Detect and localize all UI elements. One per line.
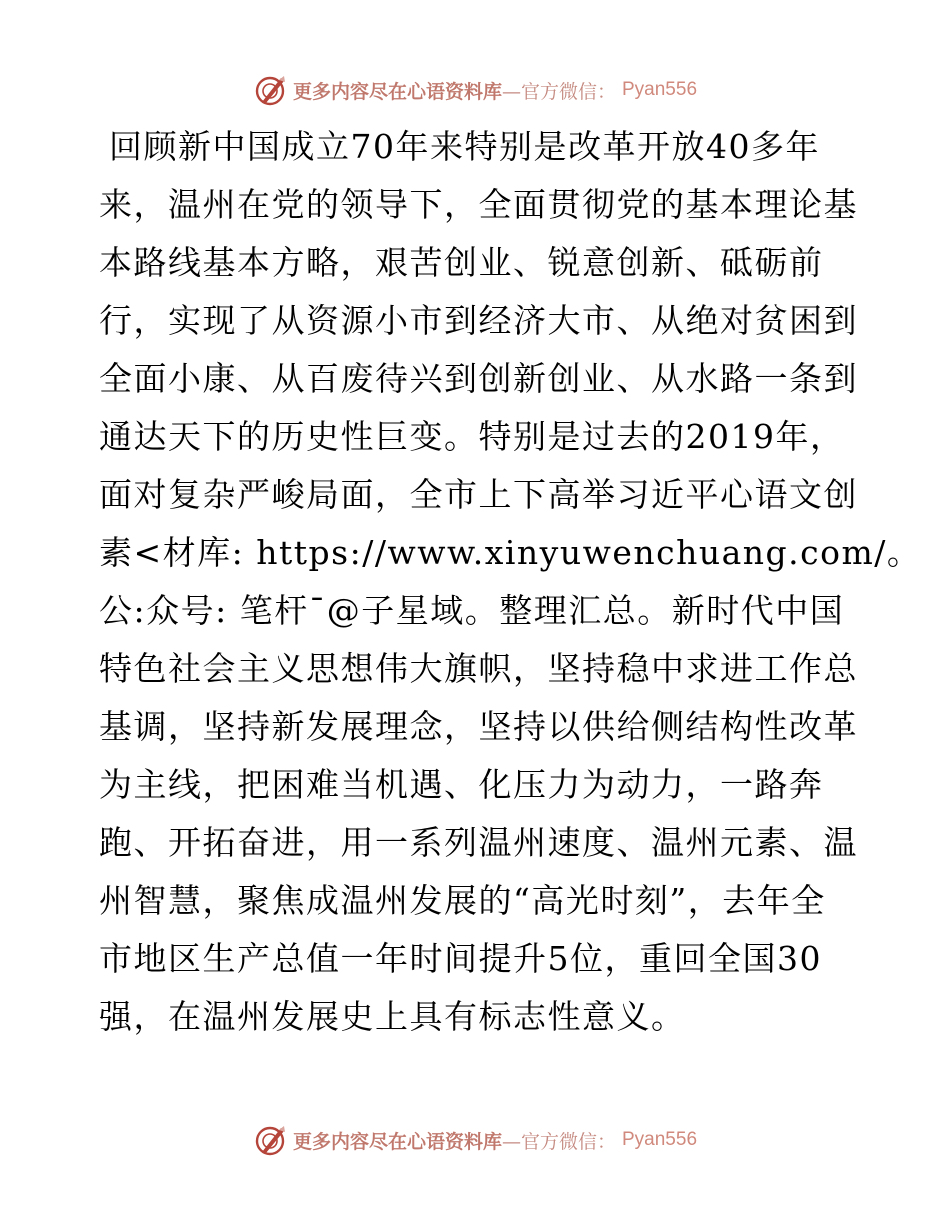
body-paragraph: [99, 118, 922, 1046]
text-line: 州智慧，聚焦成温州发展的“高光时刻”，去年全: [99, 881, 826, 920]
text-line: 行，实现了从资源小市到经济大市、从绝对贫困到: [99, 301, 858, 340]
text-line: 素<材库: https://www.xinyuwenchuang.com/。: [99, 533, 922, 572]
footer-watermark: [0, 1122, 950, 1158]
text-line: 通达天下的历史性巨变。特别是过去的2019年，: [99, 417, 845, 456]
text-line: 基调，坚持新发展理念，坚持以供给侧结构性改革: [99, 707, 858, 746]
watermark-contact-id: Pyan556: [622, 79, 698, 100]
watermark-brand-text: 更多内容尽在心语资料库—官方微信：: [292, 1130, 616, 1153]
text-line: 回顾新中国成立70年来特别是改革开放40多年: [109, 127, 820, 166]
text-line: 特色社会主义思想伟大旗帜，坚持稳中求进工作总: [99, 649, 858, 688]
text-line: 面对复杂严峻局面，全市上下高举习近平心语文创: [99, 475, 858, 514]
header-watermark: [0, 72, 950, 108]
text-line: 全面小康、从百废待兴到创新创业、从水路一条到: [99, 359, 858, 398]
text-line: 来，温州在党的领导下，全面贯彻党的基本理论基: [99, 185, 858, 224]
quill-pen-logo-icon: [253, 1123, 287, 1157]
text-line: 跑、开拓奋进，用一系列温州速度、温州元素、温: [99, 823, 858, 862]
text-line: 公:众号: 笔杆¯@子星域。整理汇总。新时代中国: [99, 591, 845, 630]
text-line: 本路线基本方略，艰苦创业、锐意创新、砥砺前: [99, 243, 824, 282]
text-line: 为主线，把困难当机遇、化压力为动力，一路奔: [99, 765, 824, 804]
watermark-brand-text: 更多内容尽在心语资料库—官方微信：: [292, 80, 616, 103]
watermark-contact-id: Pyan556: [622, 1129, 698, 1150]
text-line: 市地区生产总值一年时间提升5位，重回全国30: [99, 939, 822, 978]
text-line: 强，在温州发展史上具有标志性意义。: [99, 997, 686, 1036]
quill-pen-logo-icon: [253, 73, 287, 107]
